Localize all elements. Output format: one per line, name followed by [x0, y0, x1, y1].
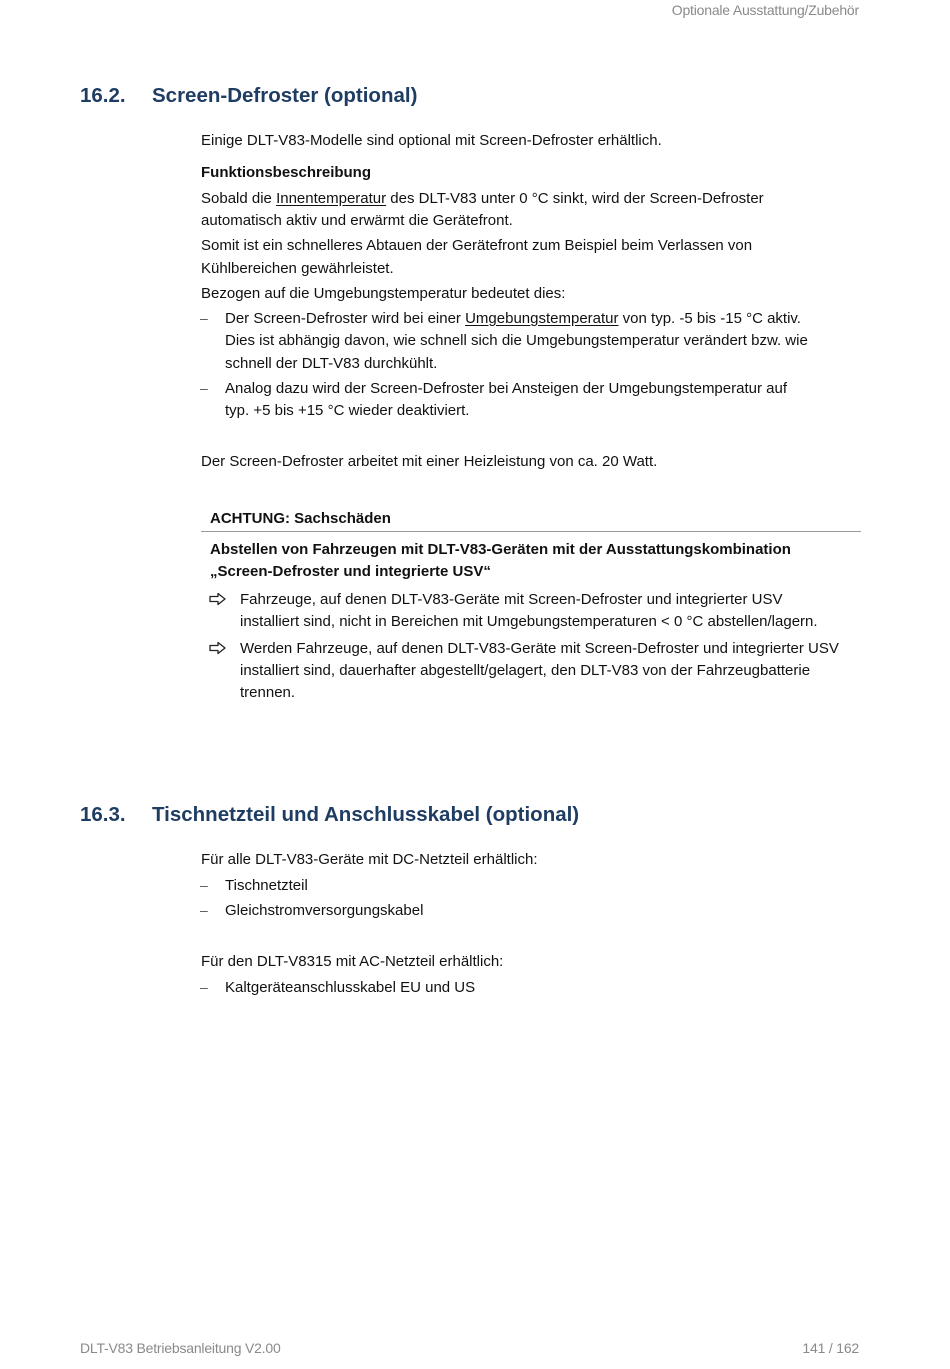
list-item-line: Analog dazu wird der Screen-Defroster bei Ansteigen der Umgebungstemperatur auf: [225, 380, 787, 397]
warning-subtitle: Abstellen von Fahrzeugen mit DLT-V83-Geräten mit der Ausstattungskombination: [210, 541, 791, 558]
warning-item-line: installiert sind, dauerhafter abgestellt/gelagert, den DLT-V83 von der Fahrzeugbatterie: [240, 662, 811, 679]
dash-bullet: –: [200, 877, 208, 893]
text: des DLT-V83 unter 0 °C sinkt, wird der Screen-Defroster: [386, 190, 764, 207]
section-number: 16.3.: [80, 803, 126, 826]
section-number: 16.2.: [80, 84, 126, 107]
paragraph-line: [201, 188, 764, 210]
footer-page-number: 141 / 162: [802, 1340, 859, 1356]
paragraph-line: Bezogen auf die Umgebungstemperatur bedeutet dies:: [201, 285, 566, 302]
warning-subtitle: „Screen-Defroster und integrierte USV“: [210, 563, 491, 580]
dash-bullet: –: [200, 310, 208, 326]
paragraph-line: Für den DLT-V8315 mit AC-Netzteil erhältlich:: [201, 953, 504, 970]
running-header: Optionale Ausstattung/Zubehör: [671, 2, 859, 18]
warning-item-line: Fahrzeuge, auf denen DLT-V83-Geräte mit Screen-Defroster und integrierter USV: [240, 591, 783, 608]
warning-title: ACHTUNG: Sachschäden: [210, 510, 391, 527]
list-item: Gleichstromversorgungskabel: [225, 902, 424, 919]
subheading: Funktionsbeschreibung: [201, 164, 372, 181]
arrow-right-icon: [209, 592, 227, 606]
warning-item-line: installiert sind, nicht in Bereichen mit Umgebungstemperaturen < 0 °C abstellen/lagern.: [240, 613, 818, 630]
intro-text: Einige DLT-V83-Modelle sind optional mit Screen-Defroster erhältlich.: [201, 132, 662, 149]
list-item-line: [225, 308, 801, 330]
warning-item-line: trennen.: [240, 684, 296, 701]
list-item-line: schnell der DLT-V83 durchkühlt.: [225, 355, 438, 372]
text: Der Screen-Defroster wird bei einer: [225, 310, 466, 327]
dash-bullet: –: [200, 902, 208, 918]
warning-item-line: Werden Fahrzeuge, auf denen DLT-V83-Geräte mit Screen-Defroster und integrierter USV: [240, 640, 839, 657]
glossary-link[interactable]: Umgebungstemperatur: [465, 310, 619, 327]
glossary-link[interactable]: Innentemperatur: [276, 190, 387, 207]
paragraph-line: automatisch aktiv und erwärmt die Gerätefront.: [201, 212, 513, 229]
paragraph-line: Somit ist ein schnelleres Abtauen der Gerätefront zum Beispiel beim Verlassen von: [201, 237, 753, 254]
text: von typ. -5 bis -15 °C aktiv.: [618, 310, 801, 327]
warning-divider: [201, 531, 861, 532]
section-title: Screen-Defroster (optional): [152, 84, 418, 107]
arrow-right-icon: [209, 641, 227, 655]
section-title: Tischnetzteil und Anschlusskabel (optional): [152, 803, 580, 826]
list-item: Kaltgeräteanschlusskabel EU und US: [225, 979, 476, 996]
dash-bullet: –: [200, 979, 208, 995]
list-item-line: typ. +5 bis +15 °C wieder deaktiviert.: [225, 402, 470, 419]
paragraph-line: Kühlbereichen gewährleistet.: [201, 260, 394, 277]
power-text: Der Screen-Defroster arbeitet mit einer Heizleistung von ca. 20 Watt.: [201, 453, 658, 470]
list-item: Tischnetzteil: [225, 877, 308, 894]
paragraph-line: Für alle DLT-V83-Geräte mit DC-Netzteil erhältlich:: [201, 851, 538, 868]
text: Sobald die: [201, 190, 277, 207]
dash-bullet: –: [200, 380, 208, 396]
list-item-line: Dies ist abhängig davon, wie schnell sich die Umgebungstemperatur verändert bzw. wie: [225, 332, 808, 349]
footer-doc-title: DLT-V83 Betriebsanleitung V2.00: [80, 1340, 281, 1356]
